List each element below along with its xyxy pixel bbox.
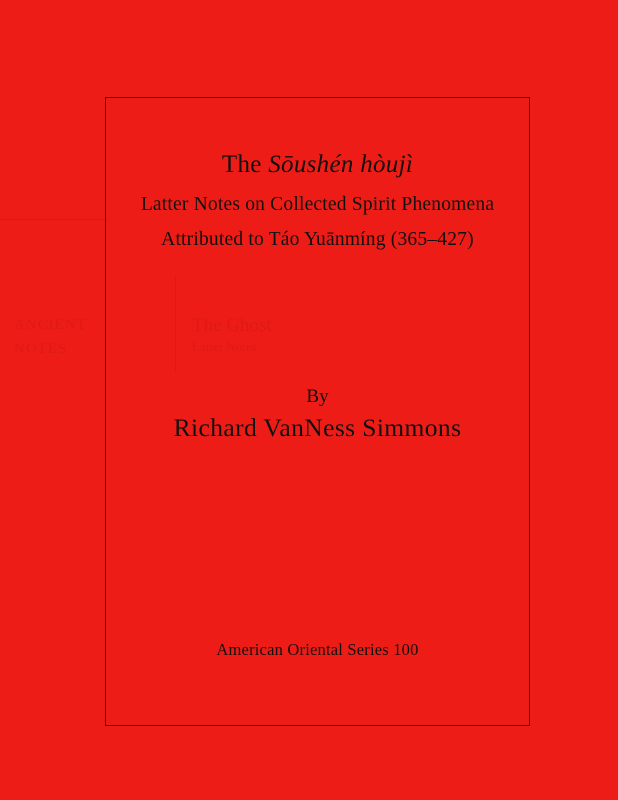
ghost-text-center-lower: Latter Notes bbox=[192, 339, 257, 354]
book-attribution: Attributed to Táo Yuānmíng (365–427) bbox=[161, 228, 474, 250]
title-block bbox=[106, 148, 529, 255]
book-title bbox=[106, 148, 529, 182]
series-label: American Oriental Series 100 bbox=[216, 640, 419, 659]
title-romanized: Sōushén hòujì bbox=[268, 151, 414, 178]
cover-border-frame bbox=[105, 97, 530, 726]
ghost-rule-horizontal bbox=[0, 219, 107, 220]
book-subtitle: Latter Notes on Collected Spirit Phenomena bbox=[140, 193, 495, 215]
ghost-text-center-upper: The Ghost bbox=[192, 315, 272, 336]
author-name: Richard VanNess Simmons bbox=[173, 413, 462, 442]
ghost-text-left-upper: ANCIENT bbox=[14, 317, 87, 333]
byline-label: By bbox=[306, 386, 329, 407]
ghost-text-left-lower: NOTES bbox=[14, 341, 68, 357]
title-prefix: The bbox=[221, 151, 269, 178]
